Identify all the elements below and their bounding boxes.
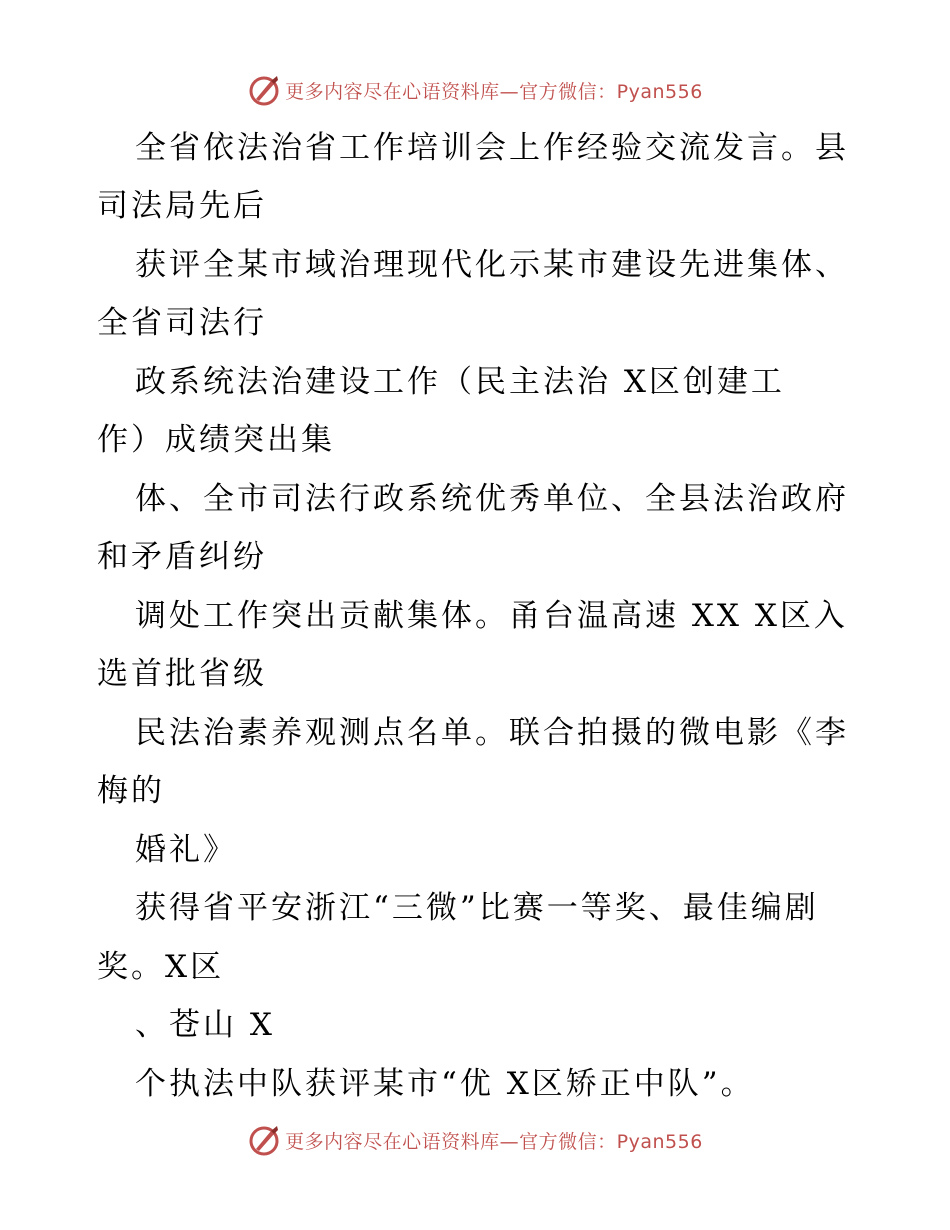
body-line: 全省依法治省工作培训会上作经验交流发言。县 [135, 130, 849, 166]
footer-watermark-banner [0, 1120, 950, 1160]
body-line: 奖。X区 [97, 949, 225, 985]
body-line: 调处工作突出贡献集体。甬台温高速 XX X区入 [135, 598, 848, 634]
body-line: 体、全市司法行政系统优秀单位、全县法治政府 [135, 481, 849, 517]
body-line: 政系统法治建设工作（民主法治 X区创建工 [135, 364, 785, 400]
body-line: 选首批省级 [97, 656, 267, 692]
body-line: 作）成绩突出集 [97, 422, 335, 458]
body-line: 全省司法行 [97, 305, 267, 341]
body-line: 和矛盾纠纷 [97, 539, 267, 575]
body-line: 获得省平安浙江“三微”比赛一等奖、最佳编剧 [135, 890, 819, 926]
watermark-text: 更多内容尽在心语资料库—官方微信：Pyan556 [285, 1130, 703, 1153]
body-line: 婚礼》 [135, 832, 237, 868]
header-watermark-banner [0, 70, 950, 110]
quill-pen-logo-icon [247, 73, 281, 107]
body-line: 个执法中队获评某市“优 X区矫正中队”。 [135, 1066, 755, 1102]
watermark-text: 更多内容尽在心语资料库—官方微信：Pyan556 [285, 80, 703, 103]
quill-pen-logo-icon [247, 1123, 281, 1157]
body-line: 司法局先后 [97, 188, 267, 224]
body-line: 民法治素养观测点名单。联合拍摄的微电影《李 [135, 715, 849, 751]
body-line: 梅的 [97, 773, 165, 809]
body-line: 、苍山 X [135, 1007, 275, 1043]
body-line: 获评全某市域治理现代化示某市建设先进集体、 [135, 247, 849, 283]
